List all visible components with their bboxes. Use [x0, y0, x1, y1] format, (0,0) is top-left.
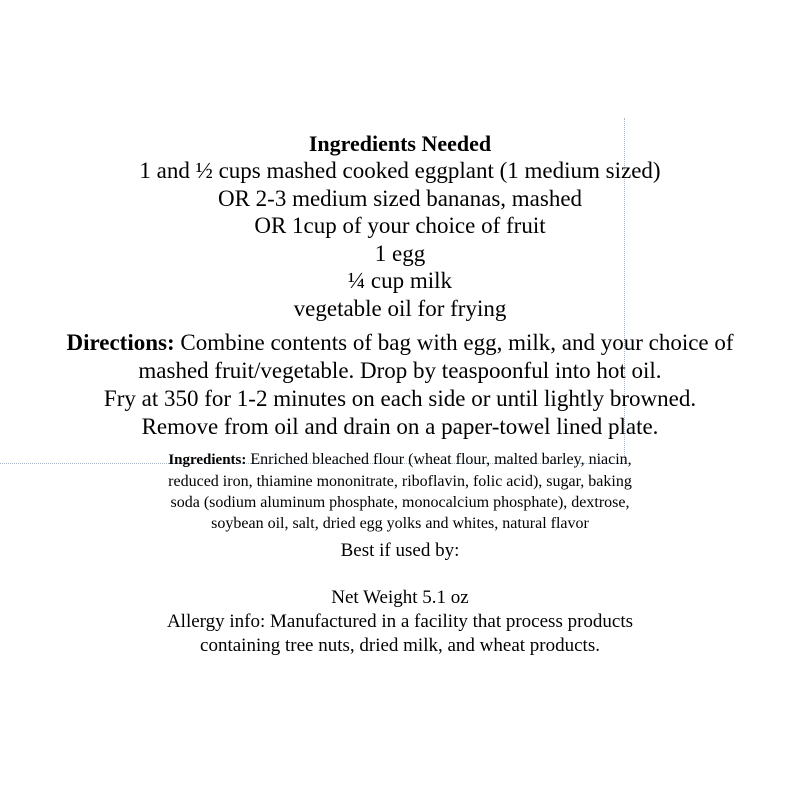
ingredient-needed-line: OR 1cup of your choice of fruit — [254, 213, 546, 238]
allergy-info-line: containing tree nuts, dried milk, and wheat products. — [200, 635, 600, 656]
directions-line: mashed fruit/vegetable. Drop by teaspoonful into hot oil. — [138, 358, 662, 383]
ingredients-list-label: Ingredients: — [168, 452, 247, 468]
ingredients-needed-title: Ingredients Needed — [308, 131, 492, 156]
allergy-info-line: Allergy info: Manufactured in a facility that process products — [166, 611, 634, 632]
ingredient-needed-line: OR 2-3 medium sized bananas, mashed — [217, 185, 583, 211]
directions-text: Combine contents of bag with egg, milk, and your choice of — [174, 330, 734, 355]
ingredient-needed-line: ¼ cup milk — [347, 268, 453, 293]
recipe-label — [0, 130, 800, 658]
best-by-text: Best if used by: — [340, 540, 460, 561]
ingredients-list-section — [0, 449, 800, 534]
ingredients-list-line: soda (sodium aluminum phosphate, monocalcium phosphate), dextrose, — [170, 494, 630, 511]
ingredient-needed-line: 1 egg — [374, 240, 426, 266]
directions-line: Fry at 350 for 1-2 minutes on each side or until lightly browned. — [103, 386, 697, 411]
ingredients-needed-section — [0, 130, 800, 322]
ingredients-list-line: reduced iron, thiamine mononitrate, riboflavin, folic acid), sugar, baking — [168, 473, 632, 490]
allergy-info-section — [0, 610, 800, 658]
net-weight-text: Net Weight 5.1 oz — [331, 587, 469, 608]
directions-label: Directions: — [66, 330, 175, 355]
directions-line: Remove from oil and drain on a paper-towel lined plate. — [141, 414, 659, 439]
ingredient-needed-line: vegetable oil for frying — [293, 295, 507, 321]
ingredients-list-line — [0, 449, 800, 471]
directions-section — [0, 329, 800, 441]
ingredients-list-text: Enriched bleached flour (wheat flour, malted barley, niacin, — [246, 451, 632, 468]
ingredient-needed-line: 1 and ½ cups mashed cooked eggplant (1 medium sized) — [139, 158, 661, 183]
directions-line — [0, 329, 800, 357]
ingredients-list-line: soybean oil, salt, dried egg yolks and whites, natural flavor — [211, 515, 589, 532]
